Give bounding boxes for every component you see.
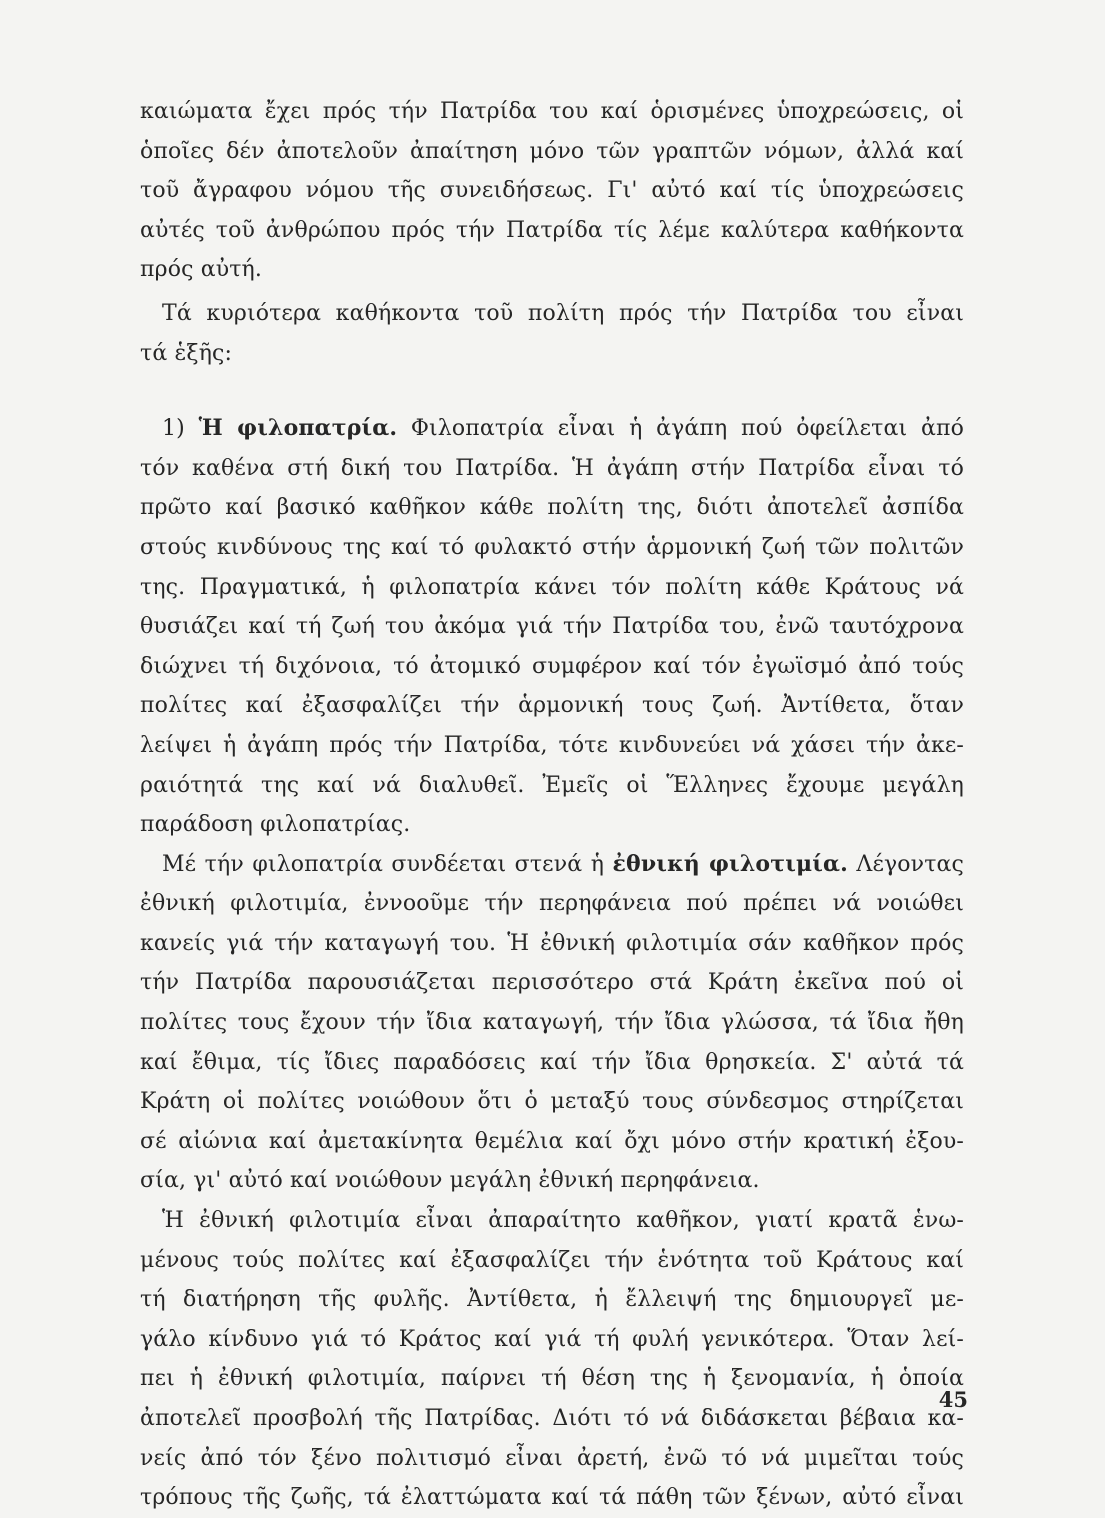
text-line: πρός αὐτή.: [140, 257, 263, 283]
text-fragment: Λέγοντας: [847, 851, 964, 877]
text-line: τόν καθένα στή δική του Πατρίδα. Ἡ ἀγάπη στήν Πατρίδα εἶναι τό: [140, 455, 964, 481]
text-line: διώχνει τή διχόνοια, τό ἀτομικό συμφέρον καί τόν ἐγωϊσμό ἀπό τούς: [140, 653, 964, 679]
text-line: ἐθνική φιλοτιμία, ἐννοοῦμε τήν περηφάνεια πού πρέπει νά νοιώθει: [140, 891, 964, 917]
text-line: Τά κυριότερα καθήκοντα τοῦ πολίτη πρός τήν Πατρίδα του εἶναι: [162, 300, 964, 326]
text-line: Ἡ ἐθνική φιλοτιμία εἶναι ἀπαραίτητο καθῆκον, γιατί κρατᾶ ἑνω-: [162, 1208, 964, 1234]
text-line: καί ἔθιμα, τίς ἴδιες παραδόσεις καί τήν ἴδια θρησκεία. Σ' αὐτά τά: [140, 1049, 964, 1075]
text-line: στούς κινδύνους της καί τό φυλακτό στήν ἁρμονική ζωή τῶν πολιτῶν: [140, 534, 964, 560]
text-line: [140, 409, 964, 449]
text-line: ἀποτελεῖ προσβολή τῆς Πατρίδας. Διότι τό νά διδάσκεται βέβαια κα-: [140, 1406, 964, 1431]
text-fragment: Μέ τήν φιλοπατρία συνδέεται στενά ἡ: [162, 851, 613, 877]
text-line: τά ἑξῆς:: [140, 340, 233, 366]
text-line: τή διατήρηση τῆς φυλῆς. Ἀντίθετα, ἡ ἔλλειψή της δημιουργεῖ με-: [140, 1287, 964, 1313]
text-line: τρόπους τῆς ζωῆς, τά ἐλαττώματα καί τά πάθη τῶν ξένων, αὐτό εἶναι: [140, 1485, 964, 1511]
text-line: καιώματα ἔχει πρός τήν Πατρίδα του καί ὁρισμένες ὑποχρεώσεις, οἱ: [140, 99, 964, 124]
section-heading-filopatria: Ἡ φιλοπατρία.: [198, 415, 398, 442]
text-line: κανείς γιά τήν καταγωγή του. Ἡ ἐθνική φιλοτιμία σάν καθῆκον πρός: [140, 930, 964, 956]
text-line: πολίτες τους ἔχουν τήν ἴδια καταγωγή, τήν ἴδια γλώσσα, τά ἴδια ἤθη: [140, 1010, 964, 1036]
text-line: τήν Πατρίδα παρουσιάζεται περισσότερο στά Κράτη ἐκεῖνα πού οἱ: [140, 970, 964, 996]
text-line: πρῶτο καί βασικό καθῆκον κάθε πολίτη της, διότι ἀποτελεῖ ἀσπίδα: [140, 495, 964, 521]
text-line: αὐτές τοῦ ἀνθρώπου πρός τήν Πατρίδα τίς λέμε καλύτερα καθήκοντα: [140, 217, 964, 243]
text-fragment: Φιλοπατρία εἶναι ἡ ἀγάπη πού ὀφείλεται ἀπό: [397, 416, 964, 442]
text-line: θυσιάζει καί τή ζωή του ἀκόμα γιά τήν Πατρίδα του, ἐνῶ ταυτόχρονα: [140, 614, 964, 640]
text-line: [140, 845, 964, 885]
text-line: σία, γι' αὐτό καί νοιώθουν μεγάλη ἐθνική περηφάνεια.: [140, 1168, 760, 1194]
text-line: πολίτες καί ἐξασφαλίζει τήν ἁρμονική τους ζωή. Ἀντίθετα, ὅταν: [140, 693, 964, 719]
term-ethniki-filotimia: ἐθνική φιλοτιμία.: [612, 850, 848, 877]
text-line: ὁποῖες δέν ἀποτελοῦν ἀπαίτηση μόνο τῶν γραπτῶν νόμων, ἀλλά καί: [140, 138, 964, 164]
text-line: παράδοση φιλοπατρίας.: [140, 812, 411, 838]
text-line: νείς ἀπό τόν ξένο πολιτισμό εἶναι ἀρετή, ἐνῶ τό νά μιμεῖται τούς: [140, 1445, 964, 1471]
body-text: [140, 92, 964, 1518]
text-line: τοῦ ἄγραφου νόμου τῆς συνειδήσεως. Γι' αὐτό καί τίς ὑποχρεώσεις: [140, 178, 964, 204]
text-line: μένους τούς πολίτες καί ἐξασφαλίζει τήν ἑνότητα τοῦ Κράτους καί: [140, 1247, 964, 1273]
text-line: της. Πραγματικά, ἡ φιλοπατρία κάνει τόν πολίτη κάθε Κράτους νά: [140, 574, 964, 600]
list-number: 1): [162, 416, 199, 442]
text-line: πει ἡ ἐθνική φιλοτιμία, παίρνει τή θέση της ἡ ξενομανία, ἡ ὁποία: [140, 1366, 964, 1392]
text-line: λείψει ἡ ἀγάπη πρός τήν Πατρίδα, τότε κινδυνεύει νά χάσει τήν ἀκε-: [140, 732, 964, 758]
text-line: ραιότητά της καί νά διαλυθεῖ. Ἐμεῖς οἱ Ἕλληνες ἔχουμε μεγάλη: [140, 772, 964, 798]
text-line: σέ αἰώνια καί ἀμετακίνητα θεμέλια καί ὄχι μόνο στήν κρατική ἐξου-: [140, 1128, 964, 1154]
text-line: γάλο κίνδυνο γιά τό Κράτος καί γιά τή φυλή γενικότερα. Ὅταν λεί-: [140, 1326, 964, 1352]
text-line: Κράτη οἱ πολίτες νοιώθουν ὅτι ὁ μεταξύ τους σύνδεσμος στηρίζεται: [140, 1089, 964, 1115]
page-number: 45: [938, 1387, 968, 1412]
